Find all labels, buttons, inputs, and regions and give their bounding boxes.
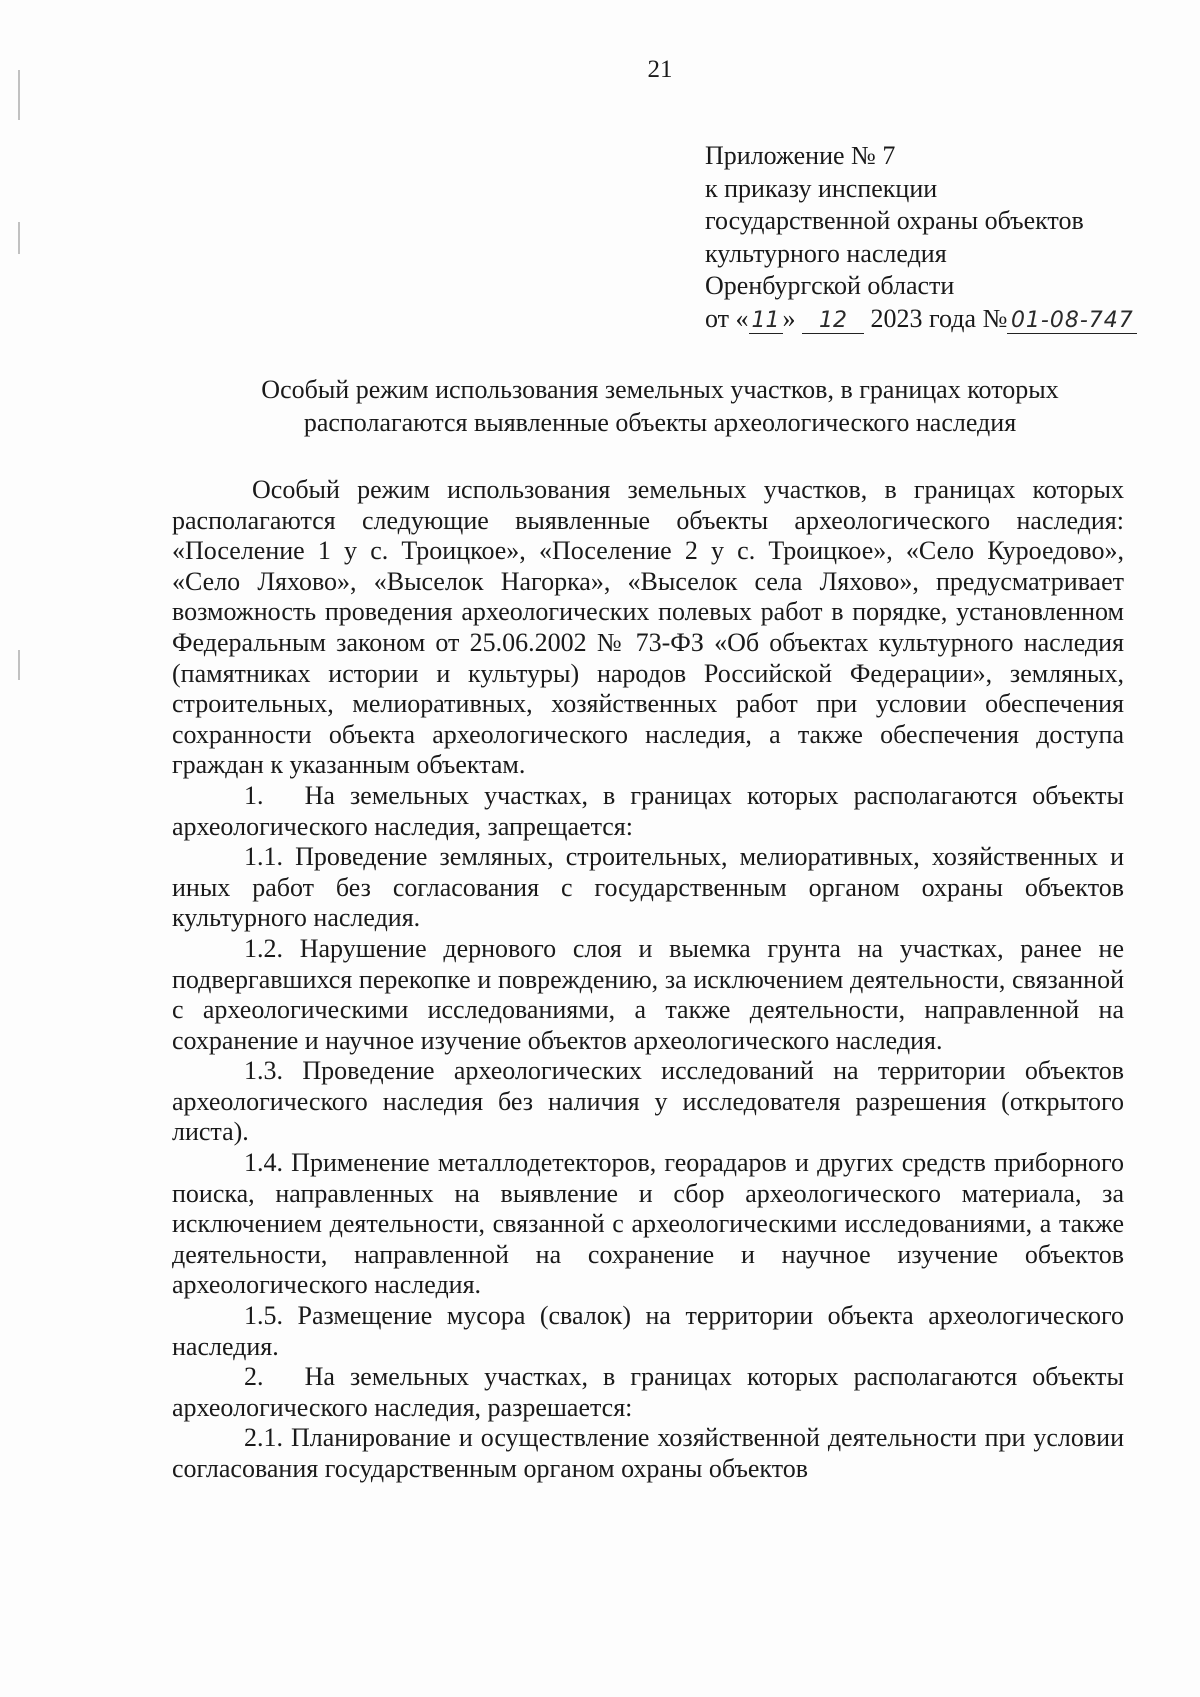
- annex-date-line: [705, 303, 1137, 336]
- body-paragraph: 2. На земельных участках, в границах которых располагаются объекты археологического наследия, разрешается:: [172, 1362, 1124, 1422]
- body-paragraph: 1.5. Размещение мусора (свалок) на территории объекта археологического наследия.: [172, 1301, 1124, 1361]
- body-paragraph: 1.4. Применение металлодетекторов, георадаров и других средств приборного поиска, направленных на выявление и сбор археологического материала, за исключением деятельности, связанной с археологическими исследованиями, а также деятельности, направленной на сохранение и научное изучение объектов археологического наследия.: [172, 1148, 1124, 1300]
- body-paragraph: 1.3. Проведение археологических исследований на территории объектов археологического наследия без наличия у исследователя разрешения (открытого листа).: [172, 1056, 1124, 1147]
- body-paragraph: Особый режим использования земельных участков, в границах которых располагаются следующие выявленные объекты археологического наследия: «Поселение 1 у с. Троицкое», «Поселение 2 у с. Троицкое», «Село Куроедово», «Село Ляхово», «Выселок Нагорка», «Выселок села Ляхово», предусматривает возможность проведения археологических полевых работ в порядке, установленном Федеральным законом от 25.06.2002 № 73-ФЗ «Об объектах культурного наследия (памятниках истории и культуры) народов Российской Федерации», земляных, строительных, мелиоративных, хозяйственных работ при условии обеспечения сохранности объекта археологического наследия, а также обеспечения доступа граждан к указанным объектам.: [172, 475, 1124, 780]
- title-line: располагаются выявленные объекты археологического наследия: [303, 408, 1017, 437]
- scan-margin-mark: [18, 650, 20, 680]
- date-mid: »: [782, 303, 796, 333]
- title-line: Особый режим использования земельных участков, в границах которых: [261, 375, 1059, 404]
- body-paragraph: 2.1. Планирование и осуществление хозяйственной деятельности при условии согласования государственным органом охраны объектов: [172, 1423, 1124, 1483]
- annex-line: к приказу инспекции: [705, 173, 938, 203]
- annex-line: Приложение № 7: [705, 141, 896, 170]
- annex-header: [705, 140, 1137, 335]
- document-title: [160, 373, 1160, 439]
- annex-line: Оренбургской области: [705, 271, 955, 300]
- document-body: [172, 475, 1124, 1485]
- handwritten-month: 12: [802, 309, 864, 334]
- date-year: 2023 года №: [870, 303, 1008, 333]
- page-number: 21: [647, 56, 673, 83]
- date-prefix: от «: [705, 303, 749, 333]
- annex-line: культурного наследия: [705, 238, 947, 268]
- scan-margin-mark: [18, 222, 20, 254]
- annex-line: государственной охраны объектов: [705, 206, 1084, 235]
- handwritten-day: 11: [749, 309, 783, 334]
- body-paragraph: 1.1. Проведение земляных, строительных, мелиоративных, хозяйственных и иных работ без согласования с государственным органом охраны объектов культурного наследия.: [172, 842, 1124, 933]
- body-paragraph: 1.2. Нарушение дернового слоя и выемка грунта на участках, ранее не подвергавшихся перекопке и повреждению, за исключением деятельности, связанной с археологическими исследованиями, а также деятельности, направленной на сохранение и научное изучение объектов археологического наследия.: [172, 933, 1124, 1055]
- handwritten-order-number: 01-08-747: [1007, 309, 1137, 334]
- body-paragraph: 1. На земельных участках, в границах которых располагаются объекты археологического наследия, запрещается:: [172, 780, 1124, 841]
